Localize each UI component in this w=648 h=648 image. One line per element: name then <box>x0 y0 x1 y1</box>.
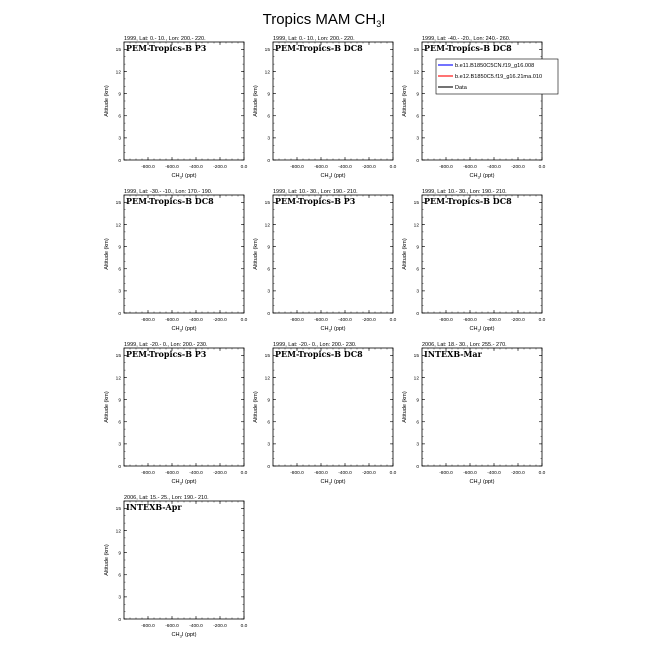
x-axis-label-main: CH <box>320 326 329 332</box>
x-tick-label: -600.0 <box>463 471 477 476</box>
x-tick-label: -200.0 <box>511 471 525 476</box>
x-axis-label-end: I (ppt) <box>479 326 495 332</box>
y-tick-label: 6 <box>118 267 121 273</box>
x-axis-label-subscript: 3 <box>328 327 331 333</box>
x-axis-label-subscript: 3 <box>328 480 331 486</box>
legend <box>436 59 558 94</box>
x-axis-label <box>470 173 495 180</box>
x-axis-label-subscript: 3 <box>477 174 480 180</box>
panel-5 <box>253 189 397 333</box>
x-axis-label-subscript: 3 <box>179 480 182 486</box>
y-tick-label: 15 <box>264 201 270 207</box>
y-tick-label: 9 <box>118 398 121 404</box>
x-tick-label: -200.0 <box>213 318 227 323</box>
plot-frame <box>124 195 244 313</box>
x-axis-label-subscript: 3 <box>477 480 480 486</box>
panel-10 <box>104 495 248 639</box>
x-tick-label: 0.0 <box>538 318 546 323</box>
x-tick-label: -600.0 <box>165 318 179 323</box>
x-axis-label-end: I (ppt) <box>479 479 495 485</box>
y-tick-label: 0 <box>118 158 121 164</box>
x-axis-label-main: CH <box>469 173 478 179</box>
x-axis-label-end: I (ppt) <box>330 326 346 332</box>
y-tick-label: 0 <box>416 464 419 470</box>
panel-title: 1999, Lat: -40.- -20., Lon: 240.- 260. <box>422 36 511 42</box>
y-tick-label: 12 <box>264 376 270 382</box>
y-tick-label: 9 <box>118 551 121 557</box>
y-tick-label: 3 <box>267 442 270 448</box>
x-tick-label: 0.0 <box>389 318 397 323</box>
x-axis-label <box>321 479 346 486</box>
x-tick-label: -600.0 <box>165 165 179 170</box>
figure-title-end: I <box>381 11 386 28</box>
y-tick-label: 0 <box>118 464 121 470</box>
y-tick-label: 12 <box>413 223 419 229</box>
y-tick-label: 6 <box>416 420 419 426</box>
legend-entry-label: Data <box>455 85 467 91</box>
x-tick-label: -800.0 <box>141 165 155 170</box>
x-axis-label-subscript: 3 <box>179 327 182 333</box>
panel-title: 1999, Lat: 0.- 10., Lon: 200.- 220. <box>124 36 206 42</box>
y-tick-label: 0 <box>416 311 419 317</box>
campaign-label: PEM-Tropics-B DC8 <box>424 43 512 53</box>
panel-2 <box>253 36 397 180</box>
campaign-label: PEM-Tropics-B DC8 <box>424 196 512 206</box>
x-axis-label-end: I (ppt) <box>181 632 197 638</box>
campaign-label: PEM-Tropics-B DC8 <box>275 43 363 53</box>
y-tick-label: 9 <box>416 245 419 251</box>
y-tick-label: 15 <box>413 48 419 54</box>
y-tick-label: 15 <box>115 507 121 513</box>
x-axis-label-main: CH <box>320 173 329 179</box>
panel-8 <box>253 342 397 486</box>
x-tick-label: -600.0 <box>463 318 477 323</box>
panel-title: 1999, Lat: -30.- -10., Lon: 170.- 190. <box>124 189 213 195</box>
y-tick-label: 3 <box>267 289 270 295</box>
y-tick-label: 9 <box>416 92 419 98</box>
y-tick-label: 12 <box>264 223 270 229</box>
y-axis-label: Altitude (km) <box>104 544 110 576</box>
x-axis-label <box>172 479 197 486</box>
plot-frame <box>422 195 542 313</box>
x-tick-label: -800.0 <box>141 624 155 629</box>
x-axis-label <box>172 326 197 333</box>
x-tick-label: -200.0 <box>511 165 525 170</box>
panel-7 <box>104 342 248 486</box>
x-tick-label: -800.0 <box>141 471 155 476</box>
panel-3 <box>402 36 546 180</box>
y-tick-label: 0 <box>416 158 419 164</box>
campaign-label: INTEXB-Apr <box>126 502 182 512</box>
y-tick-label: 9 <box>416 398 419 404</box>
panel-title: 1999, Lat: 10.- 30., Lon: 190.- 210. <box>273 189 358 195</box>
legend-entry-label: b.e12.B1850C5.f19_g16.21ma.010 <box>455 74 543 80</box>
y-tick-label: 0 <box>118 617 121 623</box>
x-tick-label: -400.0 <box>338 165 352 170</box>
y-tick-label: 12 <box>413 70 419 76</box>
y-tick-label: 9 <box>267 398 270 404</box>
x-tick-label: -400.0 <box>338 471 352 476</box>
x-axis-label-main: CH <box>469 479 478 485</box>
panel-6 <box>402 189 546 333</box>
x-tick-label: -400.0 <box>189 165 203 170</box>
x-axis-label-end: I (ppt) <box>330 173 346 179</box>
y-tick-label: 6 <box>416 267 419 273</box>
y-axis-label: Altitude (km) <box>253 391 259 423</box>
y-tick-label: 3 <box>118 136 121 142</box>
y-axis-label: Altitude (km) <box>402 391 408 423</box>
y-axis-label: Altitude (km) <box>104 238 110 270</box>
x-axis-label <box>321 326 346 333</box>
y-axis-label: Altitude (km) <box>402 85 408 117</box>
plot-frame <box>273 42 393 160</box>
y-tick-label: 6 <box>416 114 419 120</box>
x-axis-label-subscript: 3 <box>179 174 182 180</box>
x-axis-label-end: I (ppt) <box>181 173 197 179</box>
y-axis-label: Altitude (km) <box>253 238 259 270</box>
campaign-label: PEM-Tropics-B P3 <box>126 349 207 359</box>
campaign-label: PEM-Tropics-B DC8 <box>275 349 363 359</box>
x-tick-label: -400.0 <box>487 471 501 476</box>
y-tick-label: 15 <box>413 354 419 360</box>
x-tick-label: 0.0 <box>538 471 546 476</box>
y-tick-label: 6 <box>267 420 270 426</box>
x-tick-label: -600.0 <box>314 165 328 170</box>
panel-title: 1999, Lat: 10.- 30., Lon: 190.- 210. <box>422 189 507 195</box>
y-tick-label: 12 <box>115 223 121 229</box>
y-tick-label: 12 <box>264 70 270 76</box>
x-axis-label-main: CH <box>171 173 180 179</box>
x-tick-label: 0.0 <box>240 624 248 629</box>
y-axis-label: Altitude (km) <box>104 391 110 423</box>
y-tick-label: 0 <box>118 311 121 317</box>
x-axis-label-main: CH <box>171 326 180 332</box>
x-tick-label: -600.0 <box>165 471 179 476</box>
x-axis-label <box>172 173 197 180</box>
y-tick-label: 12 <box>413 376 419 382</box>
x-tick-label: -800.0 <box>290 471 304 476</box>
x-axis-label-main: CH <box>171 632 180 638</box>
y-axis-label: Altitude (km) <box>402 238 408 270</box>
y-axis-label: Altitude (km) <box>104 85 110 117</box>
x-axis-label-main: CH <box>469 326 478 332</box>
y-tick-label: 9 <box>118 245 121 251</box>
x-tick-label: -400.0 <box>189 471 203 476</box>
x-tick-label: -800.0 <box>439 165 453 170</box>
y-tick-label: 6 <box>118 420 121 426</box>
y-tick-label: 3 <box>118 442 121 448</box>
x-axis-label <box>321 173 346 180</box>
y-tick-label: 12 <box>115 529 121 535</box>
x-axis-label-end: I (ppt) <box>330 479 346 485</box>
panel-title: 2006, Lat: 18.- 30., Lon: 255.- 270. <box>422 342 507 348</box>
y-tick-label: 3 <box>118 289 121 295</box>
y-tick-label: 15 <box>115 48 121 54</box>
x-tick-label: -400.0 <box>487 318 501 323</box>
y-tick-label: 0 <box>267 464 270 470</box>
x-tick-label: -600.0 <box>314 471 328 476</box>
x-axis-label-end: I (ppt) <box>181 479 197 485</box>
y-axis-label: Altitude (km) <box>253 85 259 117</box>
x-tick-label: -200.0 <box>511 318 525 323</box>
y-tick-label: 0 <box>267 158 270 164</box>
y-tick-label: 12 <box>115 376 121 382</box>
x-tick-label: 0.0 <box>240 471 248 476</box>
panels-group <box>104 36 546 639</box>
campaign-label: PEM-Tropics-B DC8 <box>126 196 214 206</box>
campaign-label: PEM-Tropics-B P3 <box>126 43 207 53</box>
y-tick-label: 3 <box>118 595 121 601</box>
plot-frame <box>422 348 542 466</box>
y-tick-label: 15 <box>115 354 121 360</box>
plot-frame <box>124 501 244 619</box>
x-tick-label: -800.0 <box>290 318 304 323</box>
x-tick-label: 0.0 <box>389 471 397 476</box>
y-tick-label: 15 <box>264 354 270 360</box>
y-tick-label: 9 <box>267 92 270 98</box>
y-tick-label: 3 <box>267 136 270 142</box>
campaign-label: INTEXB-Mar <box>424 349 482 359</box>
x-axis-label-subscript: 3 <box>179 633 182 639</box>
x-tick-label: -800.0 <box>439 471 453 476</box>
x-axis-label-main: CH <box>171 479 180 485</box>
panel-4 <box>104 189 248 333</box>
plot-frame <box>124 348 244 466</box>
x-tick-label: -600.0 <box>314 318 328 323</box>
y-tick-label: 12 <box>115 70 121 76</box>
panel-9 <box>402 342 546 486</box>
figure-title <box>263 11 386 29</box>
figure-title-main: Tropics MAM CH <box>262 11 377 28</box>
panel-title: 2006, Lat: 15.- 25., Lon: 190.- 210. <box>124 495 209 501</box>
panel-title: 1999, Lat: 0.- 10., Lon: 200.- 220. <box>273 36 355 42</box>
y-tick-label: 6 <box>118 573 121 579</box>
panel-1 <box>104 36 248 180</box>
y-tick-label: 0 <box>267 311 270 317</box>
plot-frame <box>273 348 393 466</box>
x-tick-label: -800.0 <box>141 318 155 323</box>
x-axis-label <box>470 326 495 333</box>
y-tick-label: 15 <box>115 201 121 207</box>
y-tick-label: 15 <box>264 48 270 54</box>
x-tick-label: -200.0 <box>213 624 227 629</box>
x-tick-label: -400.0 <box>189 624 203 629</box>
x-tick-label: -600.0 <box>165 624 179 629</box>
legend-entry-label: b.e11.B1850C5CN.f19_g16.008 <box>455 63 535 69</box>
y-tick-label: 9 <box>118 92 121 98</box>
x-tick-label: -200.0 <box>362 165 376 170</box>
y-tick-label: 3 <box>416 442 419 448</box>
x-tick-label: -400.0 <box>189 318 203 323</box>
x-axis-label-subscript: 3 <box>477 327 480 333</box>
y-tick-label: 6 <box>118 114 121 120</box>
x-axis-label-end: I (ppt) <box>479 173 495 179</box>
x-axis-label <box>470 479 495 486</box>
panel-title: 1999, Lat: -20.- 0., Lon: 200.- 230. <box>124 342 208 348</box>
x-tick-label: -200.0 <box>362 318 376 323</box>
x-tick-label: 0.0 <box>538 165 546 170</box>
x-tick-label: -200.0 <box>362 471 376 476</box>
x-tick-label: -200.0 <box>213 165 227 170</box>
x-tick-label: 0.0 <box>240 318 248 323</box>
x-axis-label-main: CH <box>320 479 329 485</box>
campaign-label: PEM-Tropics-B P3 <box>275 196 356 206</box>
y-tick-label: 9 <box>267 245 270 251</box>
x-axis-label <box>172 632 197 639</box>
y-tick-label: 3 <box>416 136 419 142</box>
y-tick-label: 6 <box>267 114 270 120</box>
x-tick-label: -400.0 <box>338 318 352 323</box>
y-tick-label: 3 <box>416 289 419 295</box>
x-tick-label: -600.0 <box>463 165 477 170</box>
plot-frame <box>273 195 393 313</box>
x-tick-label: -200.0 <box>213 471 227 476</box>
figure-title-subscript: 3 <box>376 19 382 29</box>
x-axis-label-subscript: 3 <box>328 174 331 180</box>
y-tick-label: 15 <box>413 201 419 207</box>
x-tick-label: -800.0 <box>439 318 453 323</box>
plot-frame <box>124 42 244 160</box>
x-tick-label: -400.0 <box>487 165 501 170</box>
y-tick-label: 6 <box>267 267 270 273</box>
panel-title: 1999, Lat: -20.- 0., Lon: 200.- 230. <box>273 342 357 348</box>
x-tick-label: -800.0 <box>290 165 304 170</box>
x-axis-label-end: I (ppt) <box>181 326 197 332</box>
x-tick-label: 0.0 <box>389 165 397 170</box>
x-tick-label: 0.0 <box>240 165 248 170</box>
